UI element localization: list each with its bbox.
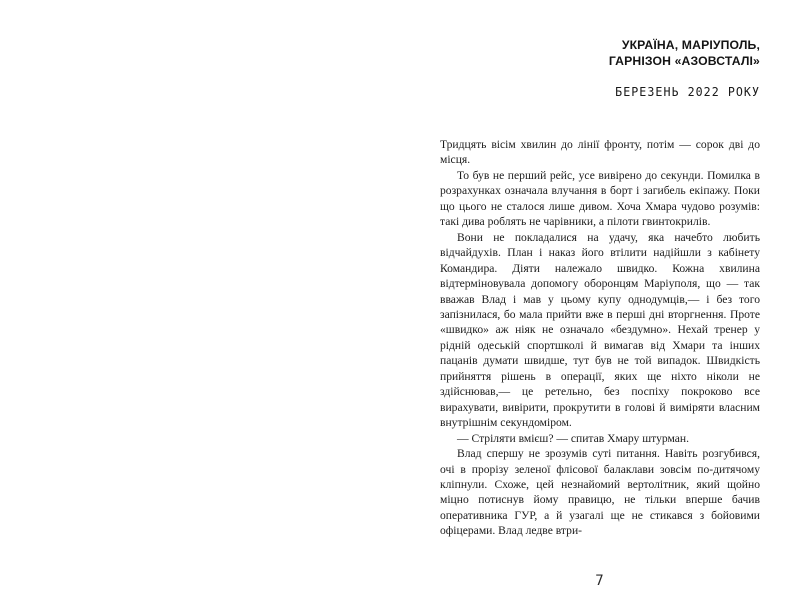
chapter-date: БЕРЕЗЕНЬ 2022 РОКУ xyxy=(615,84,760,99)
text-column xyxy=(440,0,760,615)
chapter-location-line-2: ГАРНІЗОН «АЗОВСТАЛІ» xyxy=(608,53,760,68)
page-number: 7 xyxy=(595,573,605,589)
paragraph: Тридцять вісім хвилин до лінії фронту, потім — сорок дві до місця. xyxy=(440,138,760,167)
paragraph-dialogue: — Стріляти вмієш? — спитав Хмару штурман. xyxy=(457,431,690,445)
paragraph: Вони не покладалися на удачу, яка начебто любить відчайдухів. План і наказ його втілити надійшли з кабінету Командира. Діяти належало швидко. Кожна хвилина відтерміновувала допомогу оборонцям Маріуполя, що — так вважав Влад і мав у цьому купу однодумців,— і без того запізнилася, бо мала прийти вже в перші дні вторгнення. Проте «швидко» аж ніяк не означало «бездумно». Нехай тренер у рідній одеській спортшколі й вимагав від Хмари та інших пацанів думати швидше, тут був не той випадок. Швидкість прийняття рішень в операції, яких ще ніхто ніколи не здійснював,— це ретельно, без поспіху покроково все вирахувати, вивірити, прокрутити в голові й виміряти власним внутрішнім секундоміром. xyxy=(440,230,760,430)
chapter-location-line-1: УКРАЇНА, МАРІУПОЛЬ, xyxy=(621,38,760,52)
chapter-header xyxy=(440,0,760,99)
paragraph: То був не перший рейс, усе вивірено до секунди. Помилка в розрахунках означала влучання в борт і загибель екіпажу. Поки що цього не сталося лише дивом. Хоча Хмара чудово розумів: такі дива роблять не чарівники, а пілоти гвинтокрилів. xyxy=(440,168,760,229)
body-copy xyxy=(440,137,760,539)
chapter-location xyxy=(440,38,760,69)
paragraph: Влад спершу не зрозумів суті питання. Навіть розгубився, очі в прорізу зеленої флісової балаклави зовсім по-дитячому кліпнули. Схоже, цей незнайомий вертолітник, який щойно міцно потиснув йому правицю, не тільки вперше бачив оперативника ГУР, а й узагалі ще не стикався з бойовими офіцерами. Влад ледве втри- xyxy=(440,447,760,538)
